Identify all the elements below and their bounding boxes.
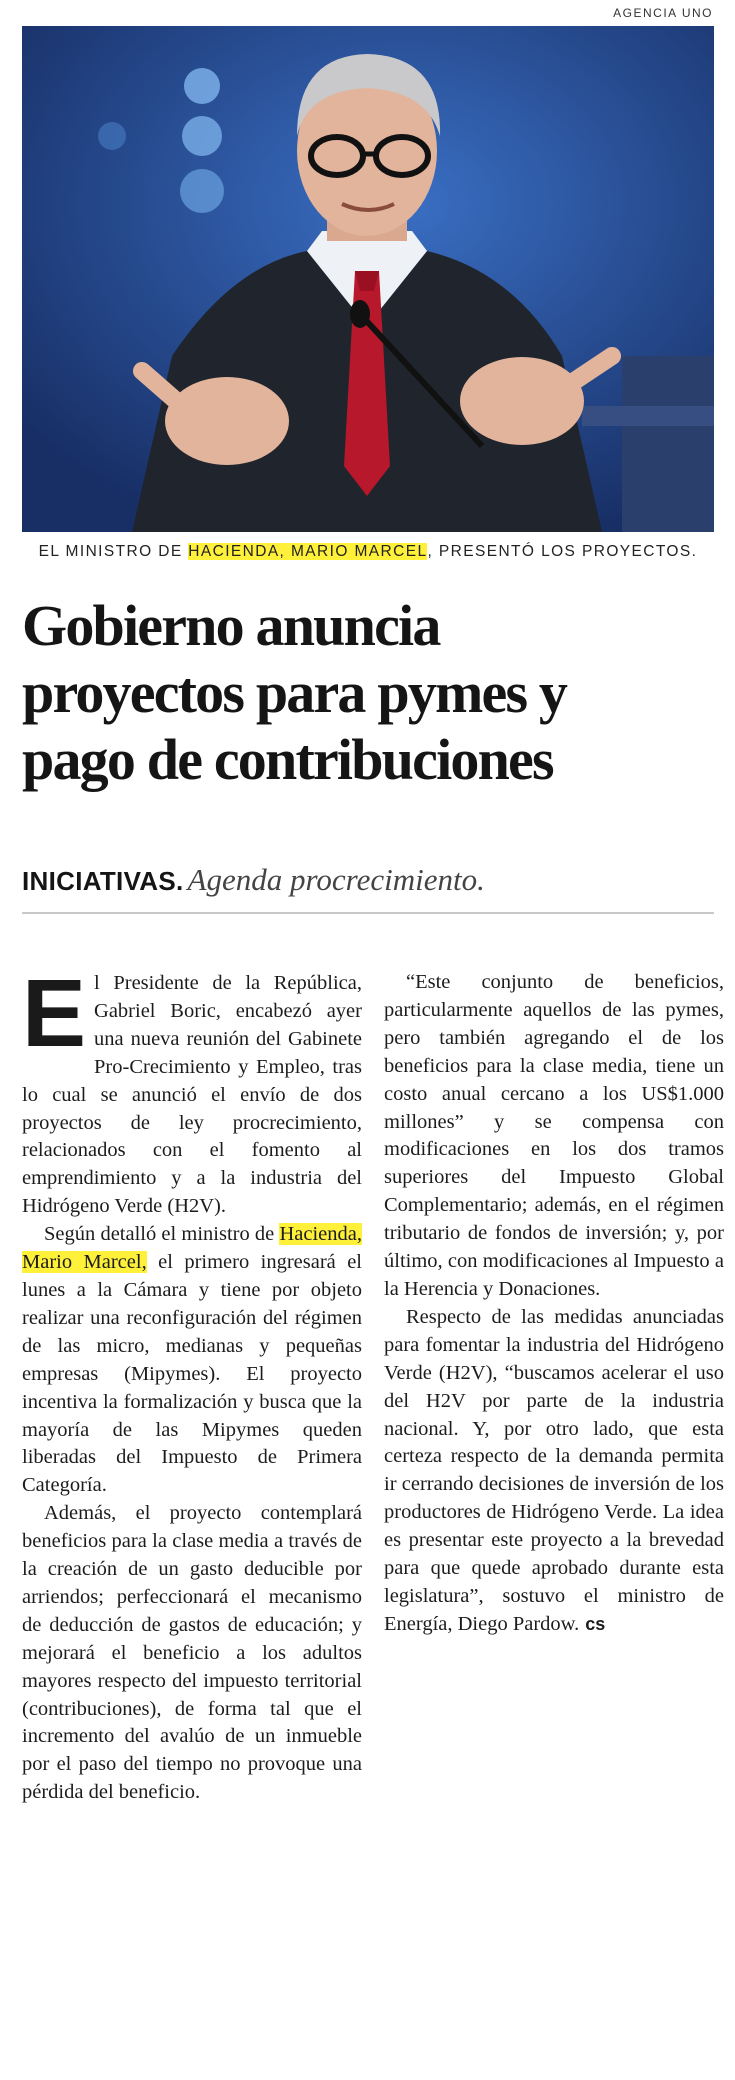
article-column-right	[384, 969, 724, 1639]
headline-line: Gobierno anuncia	[22, 593, 440, 658]
article-paragraph: Además, el proyecto contemplará beneficios para la clase media a través de la creación de un gasto deducible por arriendos; perfeccionará el mecanismo de deducción de gastos de educación; y mejorará el beneficio a los adultos mayores respecto del impuesto territorial (contribuciones), de forma tal que el incremento del avalúo de un inmueble por el paso del tiempo no provoque una pérdida del beneficio.	[22, 1502, 362, 1804]
dropcap: E	[22, 960, 87, 1067]
headline-line: proyectos para pymes y	[22, 660, 567, 725]
caption-text-after: , PRESENTÓ LOS PROYECTOS.	[427, 543, 698, 560]
article-paragraph	[384, 1304, 724, 1639]
kicker-label: INICIATIVAS.	[22, 866, 184, 896]
paragraph-text: Según detalló el ministro de	[44, 1223, 280, 1246]
photo-caption	[22, 537, 714, 567]
article-paragraph	[22, 960, 362, 1221]
article-column-left	[22, 960, 362, 1807]
photo-credit: AGENCIA UNO	[613, 6, 713, 20]
caption-text-before: EL MINISTRO DE	[38, 543, 189, 560]
kicker	[22, 862, 722, 898]
paragraph-text: el primero ingresará el lunes a la Cámara y tiene por objeto realizar una reconfiguración del régimen de las micro, medianas y pequeñas empresas (Mipymes). El proyecto incentiva la formalización y busca que la mayoría de las Mipymes queden liberadas del Impuesto de Primera Categoría.	[22, 1251, 362, 1497]
headline-line: pago de contribuciones	[22, 727, 553, 792]
paragraph-text: l Presidente de la República, Gabriel Boric, encabezó ayer una nueva reunión del Gabinete Pro-Crecimiento y Empleo, tras lo cual se anunció el envío de dos proyectos de ley procrecimiento, relacionados con el fomento al emprendimiento y a la industria del Hidrógeno Verde (H2V).	[22, 972, 362, 1218]
highlighted-name: Hacienda, Mario Marcel,	[22, 1223, 362, 1274]
article-photo	[22, 26, 714, 532]
article-paragraph	[22, 1221, 362, 1500]
headline	[22, 592, 722, 793]
minister-portrait-illustration	[22, 26, 714, 532]
paragraph-text: Respecto de las medidas anunciadas para fomentar la industria del Hidrógeno Verde (H2V), “buscamos acelerar el uso del H2V por parte de la industria nacional. Y, por otro lado, que esta certeza respecto de la demanda permita ir cerrando decisiones de inversión de los productores de Hidrógeno Verde. La idea es presentar este proyecto a la brevedad para que quede aprobado durante esta legislatura”, sostuvo el ministro de Energía, Diego Pardow.	[384, 1305, 724, 1635]
end-mark-icon: cs	[585, 1613, 606, 1634]
caption-highlight: HACIENDA, MARIO MARCEL	[188, 543, 428, 560]
divider	[22, 912, 714, 914]
article-paragraph: “Este conjunto de beneficios, particularmente aquellos de las pymes, pero también agregando el de los beneficios para la clase media, tiene un costo anual cercano a los US$1.000 millones” y se compensa con modificaciones en los dos tramos superiores del Impuesto Global Complementario; además, en el régimen tributario de fondos de inversión; y, por último, con modificaciones al Impuesto a la Herencia y Donaciones.	[384, 971, 724, 1300]
kicker-text: Agenda procrecimiento.	[187, 862, 485, 897]
